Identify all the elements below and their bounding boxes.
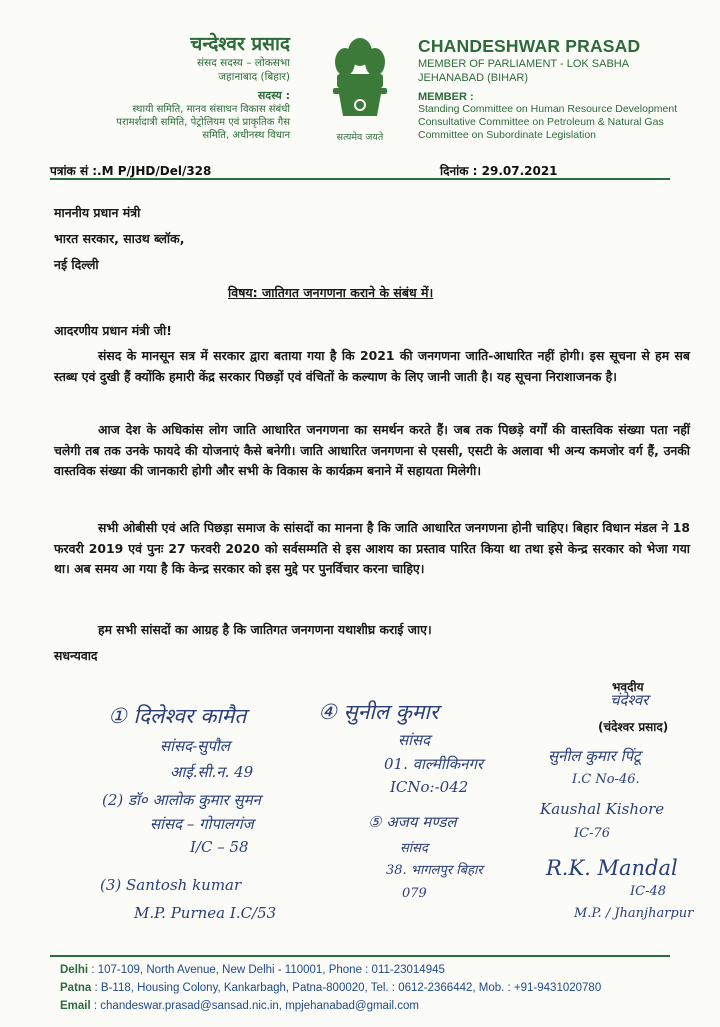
signature-8-ic: IC-48 xyxy=(630,884,667,899)
signature-7-ic: IC-76 xyxy=(574,826,611,841)
salutation: आदरणीय प्रधान मंत्री जी! xyxy=(54,323,172,338)
letter-subject: विषय: जातिगत जनगणना कराने के संबंध में। xyxy=(228,285,434,300)
hindi-member-heading: सदस्य : xyxy=(257,89,290,102)
signature-4-constituency: 01. वाल्मीकिनगर xyxy=(384,755,484,773)
addressee-line-1: माननीय प्रधान मंत्री xyxy=(54,205,141,220)
footer-delhi-address: 107-109, North Avenue, New Delhi - 110001, Phone : 011-23014945 xyxy=(97,964,445,976)
hindi-designation: संसद सदस्य – लोकसभा xyxy=(197,57,290,69)
signature-6-name: सुनील कुमार पिंटू xyxy=(548,747,641,765)
signature-1-ic: आई.सी.न. 49 xyxy=(170,763,254,781)
english-designation: MEMBER OF PARLIAMENT - LOK SABHA xyxy=(418,58,630,70)
english-committee-1: Standing Committee on Human Resource Development xyxy=(418,103,678,115)
paragraph-1-text: संसद के मानसून सत्र में सरकार द्वारा बताया गया है कि 2021 की जनगणना जाति-आधारित नहीं होगी। इस सूचना से हम सब स्तब्ध एवं दुखी हैं क्योंकि हमारी केंद्र सरकार पिछड़ों एवं वंचितों के कल्याण के लिए जानी जाती है। यह सूचना निराशाजनक है। xyxy=(54,348,690,384)
paragraph-4 xyxy=(54,620,690,641)
signature-5-title: सांसद xyxy=(400,841,428,856)
paragraph-1 xyxy=(54,346,690,387)
header-hindi xyxy=(50,30,290,142)
english-member-heading: MEMBER : xyxy=(418,91,474,103)
thanks-line: सधन्यवाद xyxy=(54,648,98,663)
signature-2-ic: I/C – 58 xyxy=(190,838,249,856)
paragraph-2-text: आज देश के अधिकांस लोग जाति आधारित जनगणना का समर्थन करते हैं। जब तक पिछड़े वर्गों की वास्तविक संख्या पता नहीं चलेगी तब तक उनके फायदे की योजनाएं कैसे बनेगी। जाति आधारित जनगणना से एससी, एसटी के अलावा भी अन्य कमजोर वर्ग हैं, उनकी वास्तविक संख्या की जानकारी होगी और सभी के विकास के कार्यक्रम बनाने में सहायता मिलेगी। xyxy=(54,422,690,478)
footer-email-address[interactable]: chandeswar.prasad@sansad.nic.in, mpjehanabad@gmail.com xyxy=(100,1000,419,1012)
national-emblem-icon xyxy=(325,30,395,140)
sender-signature: चंदेश्वर xyxy=(610,691,649,709)
footer-email-label: Email xyxy=(60,1000,91,1012)
signature-1-title: सांसद-सुपौल xyxy=(160,737,230,755)
sender-name: (चंदेश्वर प्रसाद) xyxy=(598,720,669,734)
signature-5-name: ⑤ अजय मण्डल xyxy=(368,813,457,831)
footer-delhi-label: Delhi xyxy=(60,964,89,976)
footer-divider xyxy=(50,955,670,957)
english-name: CHANDESHWAR PRASAD xyxy=(418,36,641,56)
emblem-motto: सत्यमेव जयते xyxy=(336,132,384,143)
hindi-constituency: जहानाबाद (बिहार) xyxy=(218,71,290,83)
addressee-line-2: भारत सरकार, साउथ ब्लॉक, xyxy=(54,231,185,246)
addressee-line-3: नई दिल्ली xyxy=(54,257,99,272)
header-divider xyxy=(50,178,670,180)
paragraph-3-text: सभी ओबीसी एवं अति पिछड़ा समाज के सांसदों का मानना है कि जाति आधारित जनगणना होनी चाहिए। बिहार विधान मंडल ने 18 फरवरी 2019 एवं पुनः 27 फरवरी 2020 को सर्वसम्मति से इस आशय का प्रस्ताव पारित किया था तथा इसे केन्द्र सरकार को भेजा गया था। अब समय आ गया है कि केन्द्र सरकार को इस मुद्दे पर पुनर्विचार करना चाहिए। xyxy=(54,520,690,576)
letter-date: दिनांक : 29.07.2021 xyxy=(440,164,558,178)
signature-2-title: सांसद – गोपालगंज xyxy=(150,815,254,833)
hindi-committee-2: परामर्शदात्री समिति, पेट्रोलियम एवं प्राकृतिक गैस xyxy=(116,117,290,128)
signature-5-ic: 079 xyxy=(402,886,427,901)
footer-patna: Patna : B-118, Housing Colony, Kankarbagh, Patna-800020, Tel. : 0612-2366442, Mob. : +91-9431020780 xyxy=(60,982,602,994)
english-committee-3: Committee on Subordinate Legislation xyxy=(418,129,597,141)
footer-patna-label: Patna xyxy=(60,982,92,994)
signature-8-title: M.P. / Jhanjharpur xyxy=(574,906,694,921)
signature-1-name: ① दिलेश्वर कामैत xyxy=(108,704,247,728)
reference-number: पत्रांक सं :.M P/JHD/Del/328 xyxy=(50,164,212,178)
hindi-name: चन्देश्वर प्रसाद xyxy=(190,33,290,55)
hindi-committee-3: समिति, अधीनस्थ विधान xyxy=(202,130,290,141)
footer-delhi: Delhi : 107-109, North Avenue, New Delhi - 110001, Phone : 011-23014945 xyxy=(60,964,445,976)
english-constituency: JEHANABAD (BIHAR) xyxy=(418,72,529,84)
paragraph-2 xyxy=(54,420,690,482)
paragraph-4-text: हम सभी सांसदों का आग्रह है कि जातिगत जनगणना यथाशीघ्र कराई जाए। xyxy=(98,622,432,637)
signature-3-title: M.P. Purnea I.C/53 xyxy=(134,904,277,922)
footer-patna-address: B-118, Housing Colony, Kankarbagh, Patna-800020, Tel. : 0612-2366442, Mob. : +91-9431020780 xyxy=(100,982,602,994)
signature-4-title: सांसद xyxy=(398,731,431,749)
signature-6-ic: I.C No-46. xyxy=(572,772,640,787)
signature-4-name: ④ सुनील कुमार xyxy=(318,700,439,724)
signature-4-ic: ICNo:-042 xyxy=(390,778,469,796)
footer-email: Email : chandeswar.prasad@sansad.nic.in, mpjehanabad@gmail.com xyxy=(60,1000,419,1012)
header-english xyxy=(418,36,708,142)
signature-8-name: R.K. Mandal xyxy=(546,856,678,880)
signature-5-constituency: 38. भागलपुर बिहार xyxy=(386,863,483,878)
english-committee-2: Consultative Committee on Petroleum & Natural Gas xyxy=(418,116,664,128)
signature-3-name: (3) Santosh kumar xyxy=(100,876,242,894)
hindi-committee-1: स्थायी समिति, मानव संसाधन विकास संबंधी xyxy=(132,104,290,115)
closing: भवदीय xyxy=(612,680,644,694)
signature-2-name: (2) डॉ० आलोक कुमार सुमन xyxy=(102,791,261,809)
signature-7-name: Kaushal Kishore xyxy=(540,800,665,818)
paragraph-3 xyxy=(54,518,690,580)
